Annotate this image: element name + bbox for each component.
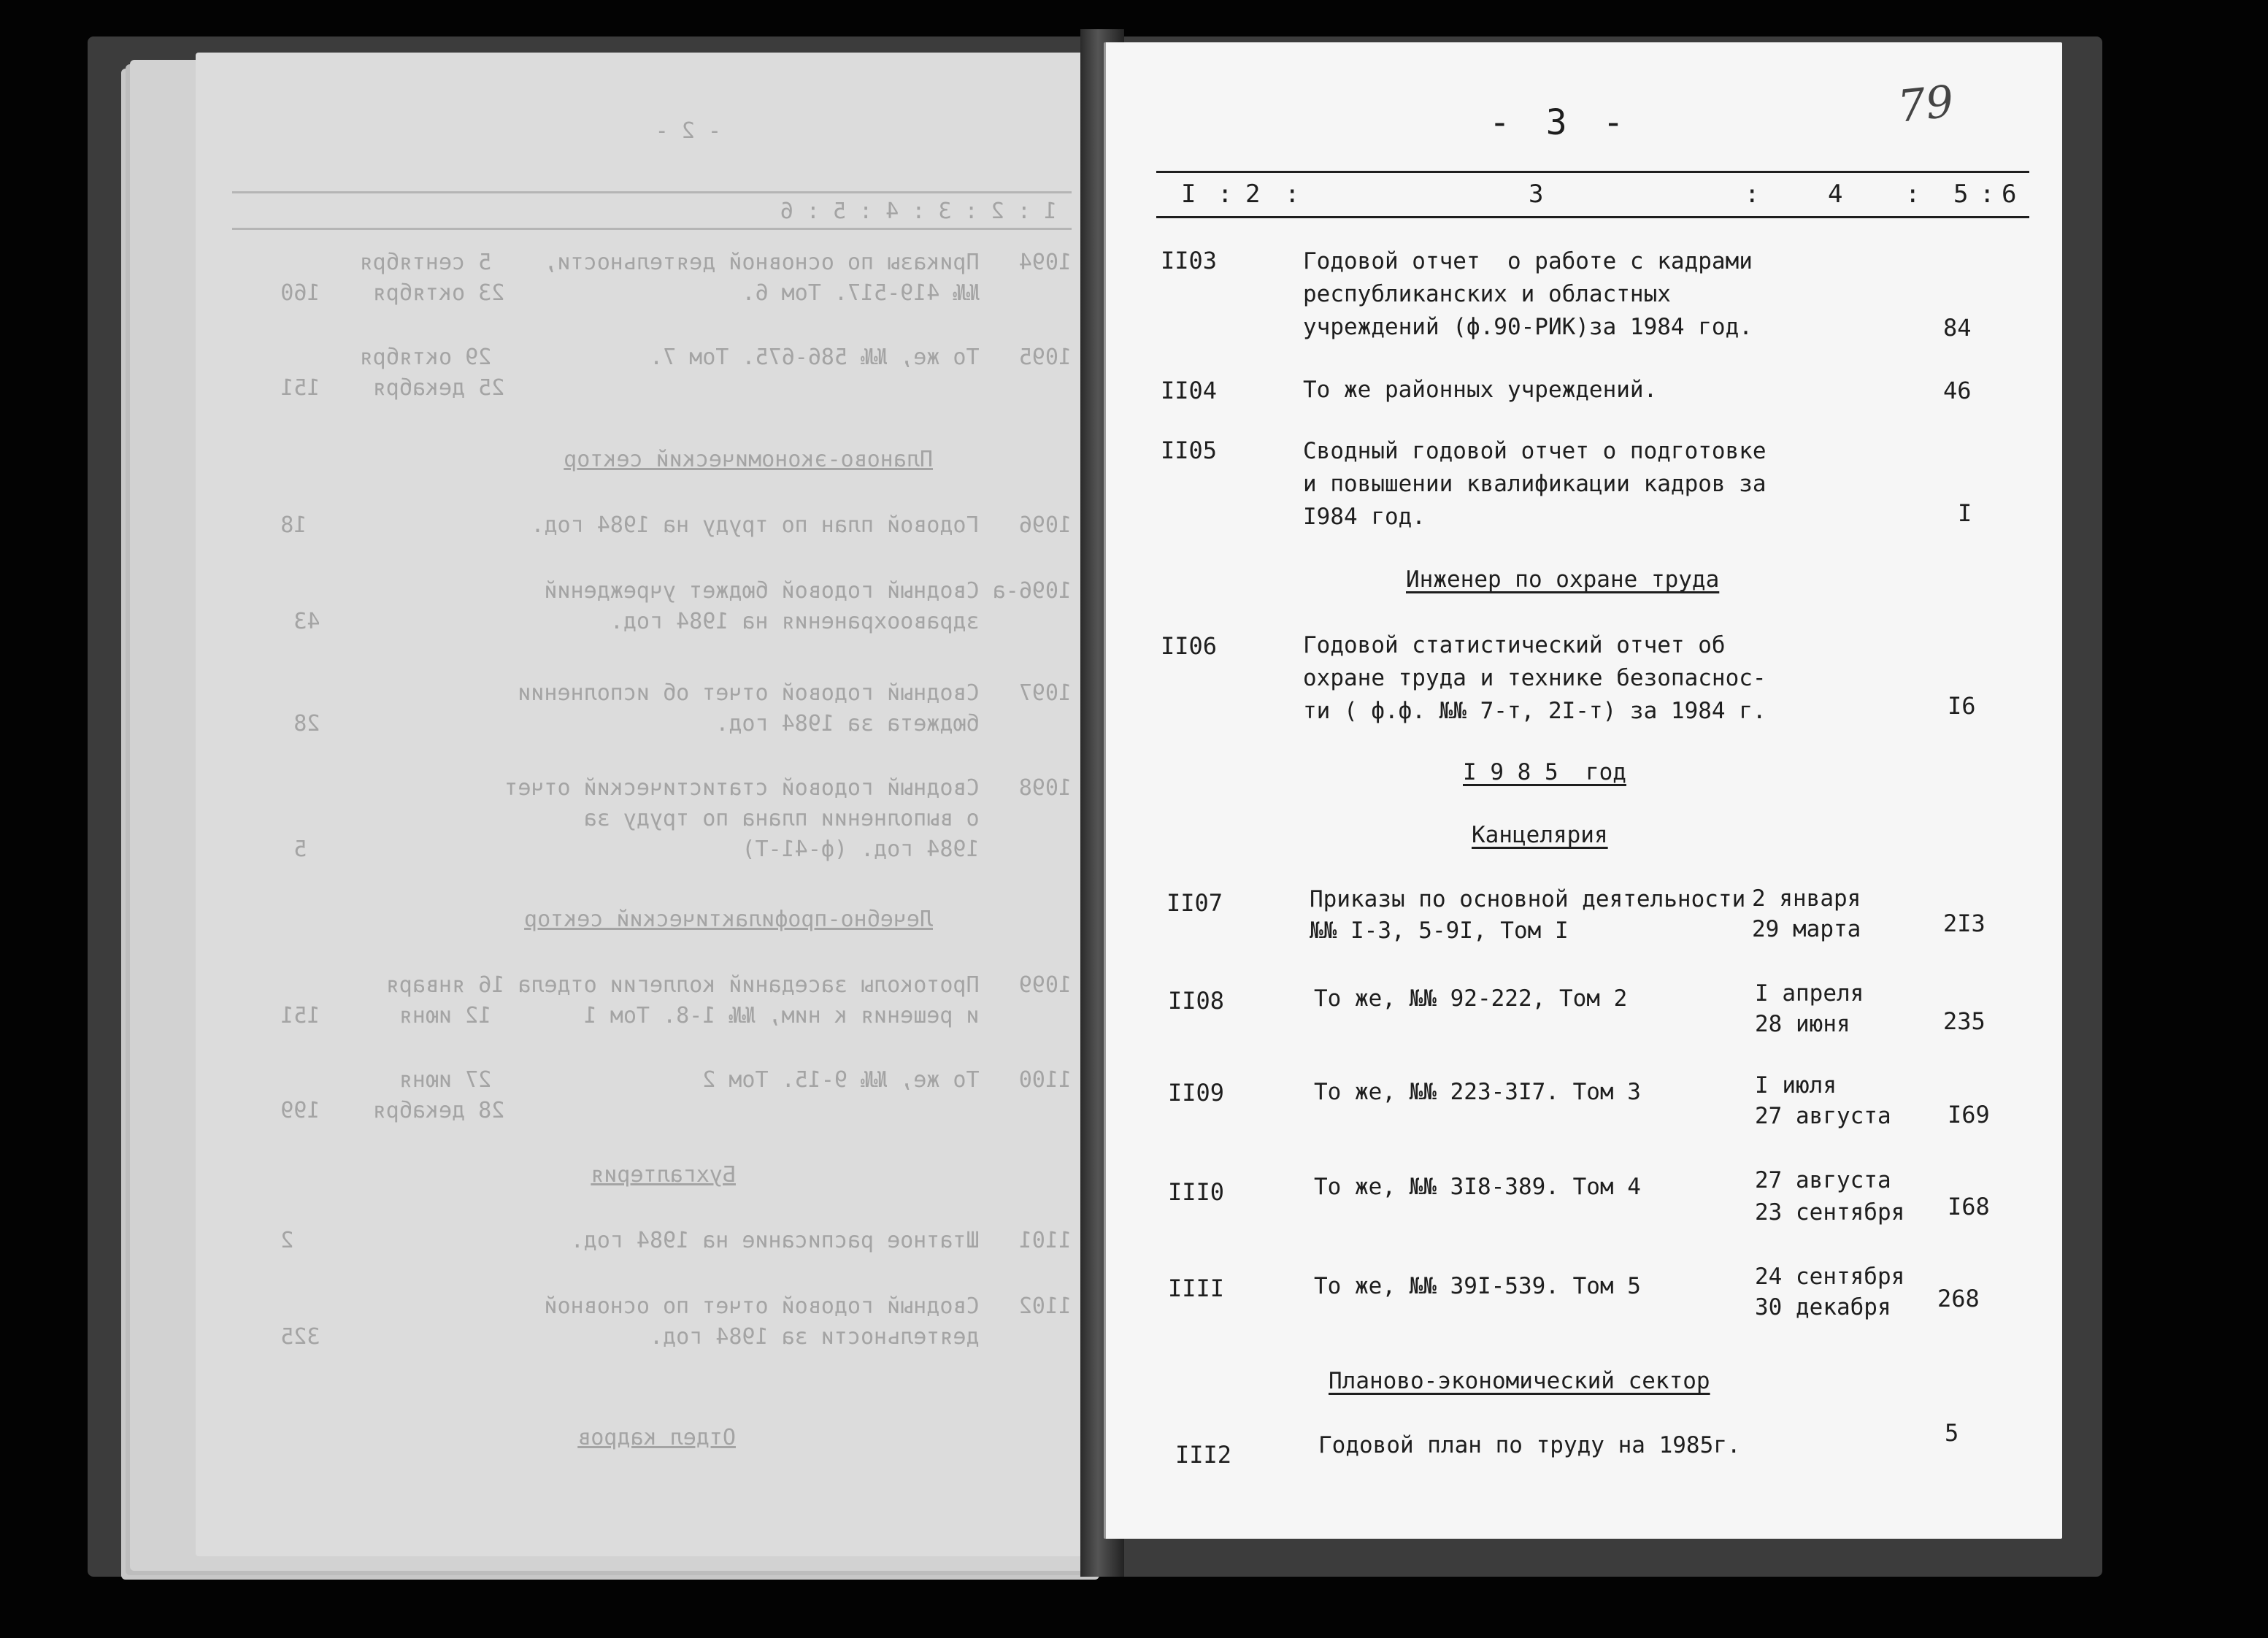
- section-heading-chancellery: Канцелярия: [1472, 822, 1608, 848]
- entry-number: II09: [1168, 1079, 1225, 1107]
- bleed-line: бюджета за 1984 год. 28: [293, 711, 1072, 737]
- column-header-5: 5: [1953, 180, 1969, 209]
- entry-sheet-count: I6: [1948, 692, 1976, 720]
- entry-end-date: 28 июня: [1755, 1011, 1850, 1037]
- entry-title-line: Годовой статистический отчет об: [1303, 632, 1726, 658]
- entry-title-line: №№ I-3, 5-9I, Том I: [1310, 918, 1569, 944]
- column-header-6: 6: [2002, 180, 2017, 209]
- entry-title-line: республиканских и областных: [1303, 281, 1671, 307]
- bleed-line: 25 декабря 151: [280, 375, 1072, 401]
- entry-sheet-count: I69: [1948, 1101, 1990, 1128]
- section-heading-year: I 9 8 5 год: [1463, 759, 1626, 785]
- left-page-bleed-through: [196, 53, 1101, 1556]
- entry-number: II08: [1168, 987, 1225, 1015]
- bleed-line: Отдел кадров: [577, 1425, 736, 1450]
- bleed-line: 1094 Приказы по основной деятельности, 5 сентября: [359, 250, 1072, 275]
- bleed-line: 1 : 2 : 3 : 4 : 5 : 6: [780, 199, 1057, 224]
- entry-end-date: 29 марта: [1752, 916, 1861, 942]
- column-header-1: I: [1181, 180, 1196, 209]
- entry-sheet-count: I68: [1948, 1193, 1990, 1220]
- entry-end-date: 23 сентября: [1755, 1199, 1905, 1226]
- column-header-4: 4: [1828, 180, 1843, 209]
- bleed-line: Бухгалтерия: [591, 1162, 736, 1188]
- entry-end-date: 30 декабря: [1755, 1294, 1891, 1320]
- entry-title-line: ти ( ф.ф. №№ 7-т, 2I-т) за 1984 г.: [1303, 698, 1767, 724]
- bleed-line: деятельности за 1984 год. 325: [280, 1324, 1072, 1350]
- entry-title-line: I984 год.: [1303, 504, 1426, 530]
- bleed-rule: [232, 191, 1072, 193]
- bleed-line: о выполнении плана по труду за: [583, 806, 1072, 831]
- entry-number: II04: [1161, 377, 1218, 404]
- bleed-line: 1096 Годовой план по труду на 1984 год. 18: [280, 512, 1072, 538]
- entry-start-date: 27 августа: [1755, 1167, 1891, 1193]
- entry-title-line: учреждений (ф.90-РИК)за 1984 год.: [1303, 314, 1753, 340]
- bleed-line: 1102 Сводный годовой отчет по основной: [544, 1293, 1072, 1319]
- bleed-line: 1099 Протоколы заседаний коллегии отдела 16 января: [385, 972, 1072, 998]
- entry-title-line: Сводный годовой отчет о подготовке: [1303, 438, 1767, 464]
- entry-sheet-count: I: [1958, 499, 1972, 527]
- bleed-line: Лечебно-профилактический сектор: [524, 907, 933, 932]
- entry-start-date: I апреля: [1755, 980, 1864, 1007]
- entry-start-date: I июля: [1755, 1072, 1837, 1099]
- bleed-line: и решения к ним, №№ 1-8. Том 1 12 июня 151: [280, 1003, 1072, 1028]
- bleed-line: 1100 То же, №№ 9-15. Том 2 27 июня: [399, 1067, 1072, 1093]
- entry-title-line: охране труда и технике безопаснос-: [1303, 665, 1767, 691]
- bleed-line: 1096-а Сводный годовой бюджет учреждений: [544, 578, 1072, 604]
- bleed-line: 1095 То же, №№ 586-675. Том 7. 29 октября: [359, 345, 1072, 370]
- entry-sheet-count: 268: [1937, 1285, 1980, 1312]
- entry-title-line: То же, №№ 92-222, Том 2: [1314, 985, 1628, 1012]
- entry-number: III2: [1175, 1441, 1232, 1469]
- entry-title-line: и повышении квалификации кадров за: [1303, 471, 1767, 497]
- bleed-line: Планово-экономический сектор: [564, 447, 933, 472]
- entry-number: II06: [1161, 632, 1218, 660]
- handwritten-sheet-number: 79: [1895, 76, 1956, 133]
- entry-title-line: Приказы по основной деятельности: [1310, 886, 1746, 912]
- bleed-line: 28 декабря 199: [280, 1098, 1072, 1123]
- entry-number: II05: [1161, 437, 1218, 464]
- header-rule-bottom: [1156, 216, 2029, 218]
- entry-number: II07: [1166, 889, 1223, 917]
- column-header-3: 3: [1529, 180, 1544, 209]
- column-separator: :: [1980, 180, 1995, 209]
- entry-title-line: Годовой план по труду на 1985г.: [1318, 1432, 1741, 1458]
- entry-sheet-count: 84: [1943, 314, 1972, 342]
- entry-title-line: То же районных учреждений.: [1303, 377, 1658, 403]
- entry-sheet-count: 235: [1943, 1007, 1986, 1035]
- bleed-line: - 2 -: [655, 118, 721, 144]
- entry-end-date: 27 августа: [1755, 1103, 1891, 1129]
- column-separator: :: [1905, 180, 1921, 209]
- entry-sheet-count: 46: [1943, 377, 1972, 404]
- section-heading-planning: Планово-экономический сектор: [1329, 1368, 1710, 1394]
- entry-title-line: То же, №№ 223-3I7. Том 3: [1314, 1079, 1641, 1105]
- bleed-line: №№ 419-517. Том 6. 23 октября 160: [280, 280, 1072, 306]
- entry-number: III0: [1168, 1178, 1225, 1206]
- bleed-line: 1984 год. (ф-41-Т) 5: [293, 837, 1072, 862]
- column-separator: :: [1745, 180, 1760, 209]
- entry-start-date: 2 января: [1752, 885, 1861, 912]
- page-folio: - 3 -: [1489, 102, 1631, 143]
- header-rule-top: [1156, 171, 2029, 173]
- entry-title-line: Годовой отчет о работе с кадрами: [1303, 248, 1753, 274]
- bleed-rule: [232, 228, 1072, 230]
- bleed-line: 1098 Сводный годовой статистический отчет: [504, 775, 1072, 801]
- column-separator: :: [1285, 180, 1300, 209]
- entry-number: II03: [1161, 247, 1218, 274]
- entry-sheet-count: 5: [1945, 1419, 1959, 1447]
- bleed-line: 1101 Штатное расписание на 1984 год. 2: [280, 1228, 1072, 1253]
- column-header-2: 2: [1245, 180, 1261, 209]
- column-separator: :: [1218, 180, 1233, 209]
- entry-sheet-count: 2I3: [1943, 910, 1986, 937]
- entry-title-line: То же, №№ 3I8-389. Том 4: [1314, 1174, 1641, 1200]
- bleed-line: 1097 Сводный годовой отчет об исполнении: [518, 680, 1072, 706]
- section-heading-labor-safety: Инженер по охране труда: [1406, 566, 1720, 593]
- entry-start-date: 24 сентября: [1755, 1264, 1905, 1290]
- entry-title-line: То же, №№ 39I-539. Том 5: [1314, 1273, 1641, 1299]
- bleed-line: здравоохранения на 1984 год. 43: [293, 609, 1072, 634]
- entry-number: IIII: [1168, 1274, 1225, 1302]
